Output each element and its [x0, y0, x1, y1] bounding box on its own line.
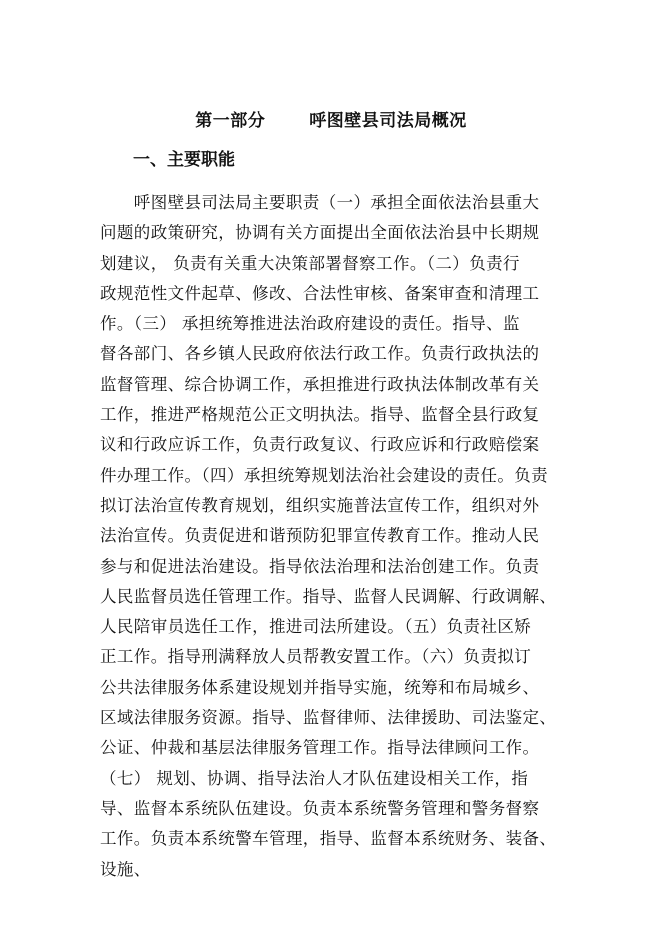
- title-part: 第一部分: [195, 111, 266, 131]
- body-line: 参与和促进法治建设。指导依法治理和法治创建工作。负责: [100, 556, 540, 576]
- body-line: 正工作。指导刑满释放人员帮教安置工作。（六）负责拟订: [100, 647, 532, 667]
- body-line: 人民陪审员选任工作，推进司法所建设。（五）负责社区矫: [100, 617, 532, 637]
- body-line: 法治宣传。负责促进和谐预防犯罪宣传教育工作。推动人民: [100, 526, 540, 546]
- body-line: 区域法律服务资源。指导、监督律师、法律援助、司法鉴定、: [100, 708, 557, 728]
- body-line: 公证、仲裁和基层法律服务管理工作。指导法律顾问工作。: [100, 738, 540, 758]
- body-line: 人民监督员选任管理工作。指导、监督人民调解、行政调解、: [100, 586, 557, 606]
- body-line: 政规范性文件起草、修改、合法性审核、备案审查和清理工: [100, 283, 540, 303]
- body-line: 划建议， 负责有关重大决策部署督察工作。（二）负责行: [100, 253, 520, 273]
- body-line: 呼图壁县司法局主要职责（一）承担全面依法治县重大: [100, 193, 540, 212]
- body-line: 导、监督本系统队伍建设。负责本系统警务管理和警务督察: [100, 798, 540, 818]
- body-line: 督各部门、各乡镇人民政府依法行政工作。负责行政执法的: [100, 344, 540, 364]
- body-line: 拟订法治宣传教育规划，组织实施普法宣传工作，组织对外: [100, 495, 540, 515]
- body-line: 问题的政策研究，协调有关方面提出全面依法治县中长期规: [100, 223, 540, 243]
- body-line: 议和行政应诉工作，负责行政复议、行政应诉和行政赔偿案: [100, 435, 540, 455]
- body-text: [100, 188, 572, 885]
- section-heading: 一、主要职能: [133, 150, 235, 170]
- page-title: [0, 106, 662, 131]
- body-line: 工作。负责本系统警车管理，指导、监督本系统财务、装备、: [100, 829, 557, 849]
- body-line: 件办理工作。（四）承担统筹规划法治社会建设的责任。负责: [100, 465, 549, 485]
- body-line: 公共法律服务体系建设规划并指导实施，统筹和布局城乡、: [100, 677, 540, 697]
- body-line: （七） 规划、协调、指导法治人才队伍建设相关工作，指: [100, 768, 529, 788]
- body-line: 作。（三） 承担统筹推进法治政府建设的责任。指导、监: [100, 314, 520, 334]
- title-name: 呼图壁县司法局概况: [309, 111, 467, 131]
- body-line: 工作，推进严格规范公正文明执法。指导、监督全县行政复: [100, 405, 540, 425]
- body-line: 监督管理、综合协调工作，承担推进行政执法体制改革有关: [100, 374, 540, 394]
- body-line: 设施、: [100, 859, 151, 879]
